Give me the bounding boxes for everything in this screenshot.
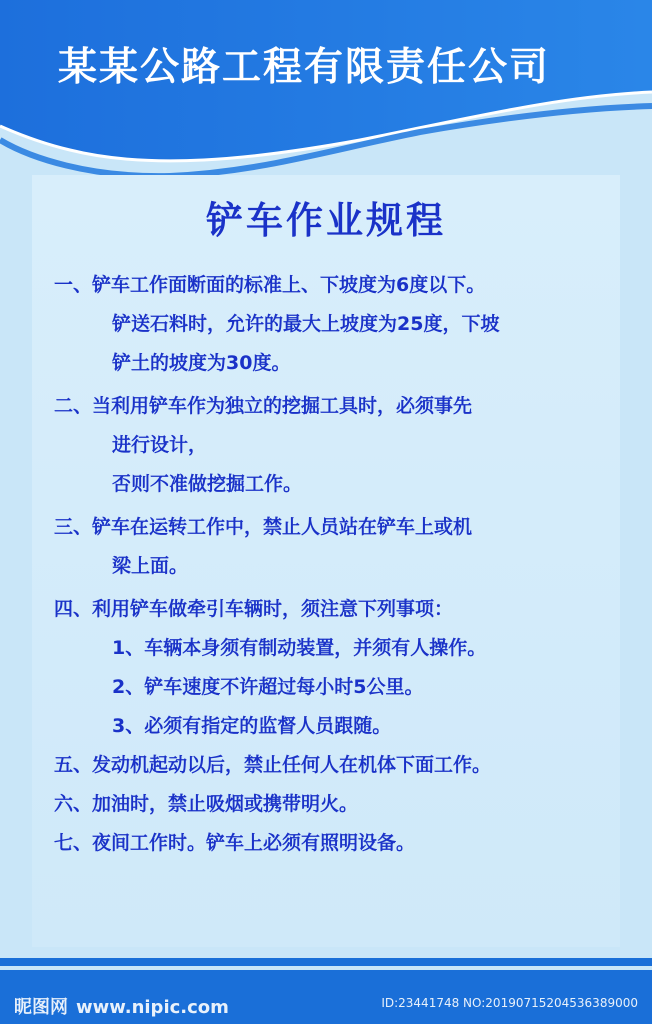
- company-name: 某某公路工程有限责任公司: [58, 45, 551, 90]
- rule-line: 六、加油时，禁止吸烟或携带明火。: [54, 793, 359, 815]
- rule-line: 一、铲车工作面断面的标准上、下坡度为6度以下。: [54, 274, 486, 296]
- rule-line: 1、车辆本身须有制动装置，并须有人操作。: [112, 637, 487, 659]
- rule-line: 三、铲车在运转工作中，禁止人员站在铲车上或机: [54, 516, 473, 538]
- page-title: 铲车作业规程: [206, 199, 446, 242]
- rule-line: 七、夜间工作时。铲车上必须有照明设备。: [54, 832, 416, 854]
- rule-line: 铲土的坡度为30度。: [112, 352, 291, 374]
- rules-list: [54, 266, 644, 863]
- rule-line: 进行设计，: [112, 434, 208, 456]
- watermark-site-url: www.nipic.com: [76, 997, 229, 1018]
- rule-line: 3、必须有指定的监督人员跟随。: [112, 715, 392, 737]
- watermark-site: [14, 993, 229, 1019]
- footer-stripe-top: [0, 958, 652, 966]
- header-banner: [0, 0, 652, 190]
- rule-line: 五、发动机起动以后，禁止任何人在机体下面工作。: [54, 754, 492, 776]
- rule-line: 二、当利用铲车作为独立的挖掘工具时，必须事先: [54, 395, 473, 417]
- watermark-id: ID:23441748 NO:20190715204536389000: [381, 996, 638, 1010]
- rule-line: 否则不准做挖掘工作。: [112, 473, 303, 495]
- rule-line: 四、利用铲车做牵引车辆时，须注意下列事项：: [54, 598, 454, 620]
- header-wave-graphic: [0, 0, 652, 190]
- rule-line: 2、铲车速度不许超过每小时5公里。: [112, 676, 424, 698]
- rule-line: 梁上面。: [112, 555, 189, 577]
- rule-line: 铲送石料时，允许的最大上坡度为25度，下坡: [112, 313, 500, 335]
- watermark-site-name: 昵图网: [14, 997, 68, 1018]
